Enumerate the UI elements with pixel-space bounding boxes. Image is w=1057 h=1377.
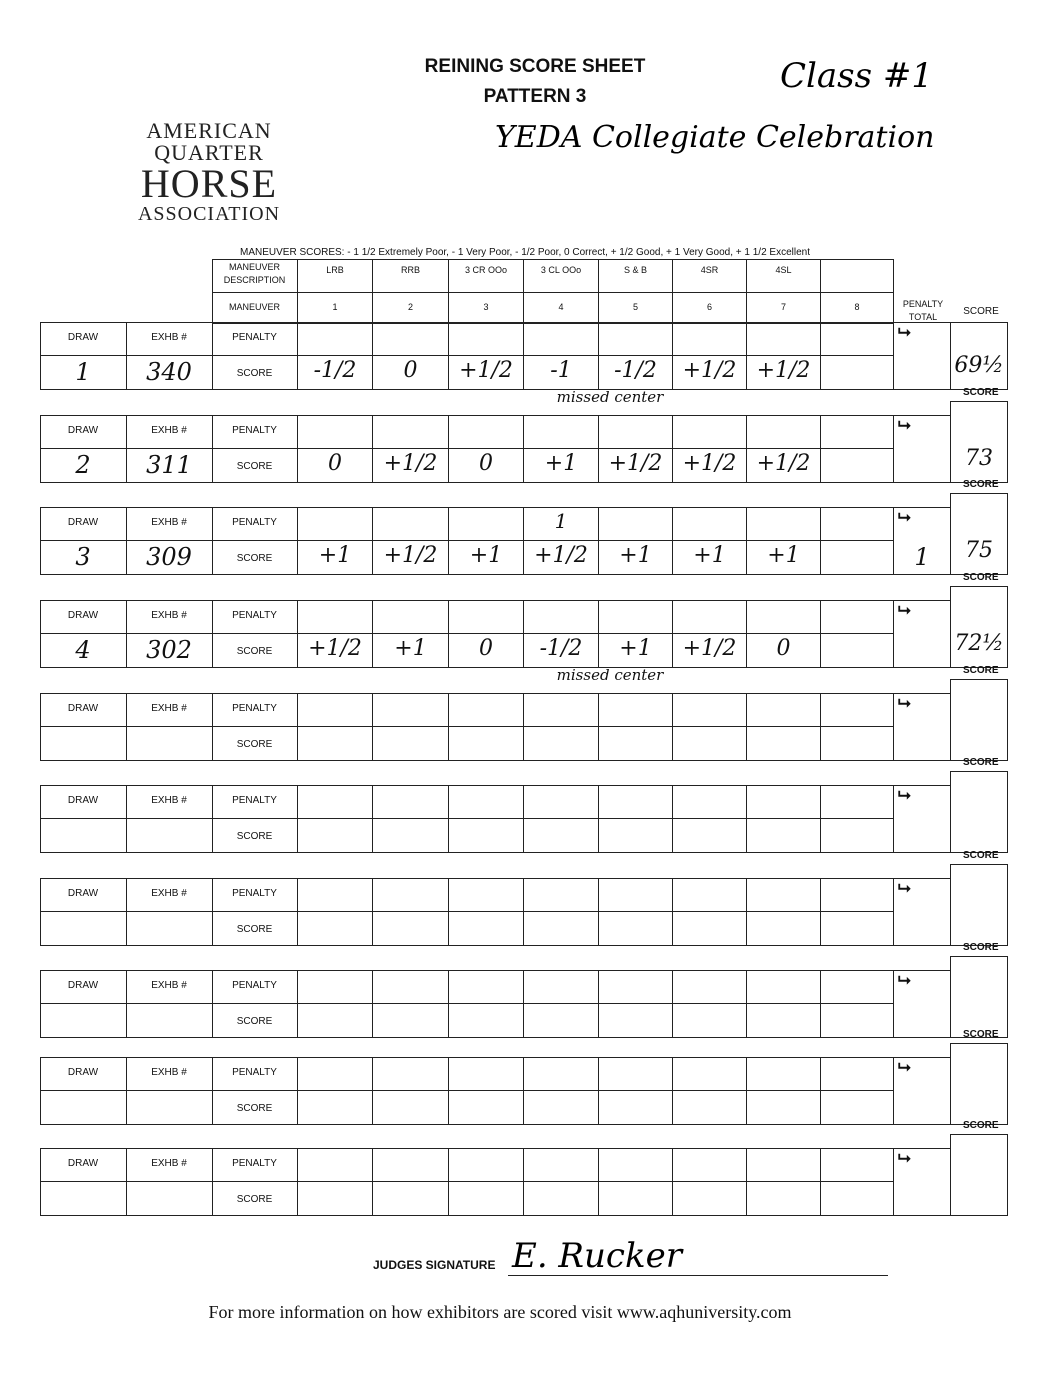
penalty-cell[interactable]: [297, 415, 373, 449]
penalty-cell[interactable]: [746, 970, 821, 1004]
penalty-cell[interactable]: [598, 693, 673, 727]
maneuver-score-cell[interactable]: [523, 911, 599, 946]
value-cell[interactable]: [40, 1003, 127, 1038]
maneuver-desc-4: 3 CL OOo: [540, 265, 582, 275]
penalty-cell[interactable]: [672, 1148, 747, 1182]
draw-label: DRAW: [67, 980, 99, 991]
penalty-label: PENALTY: [232, 332, 277, 343]
total-score-value: 69½: [954, 353, 1004, 378]
maneuver-score-cell[interactable]: [672, 726, 747, 761]
penalty-value: 1: [554, 509, 568, 533]
draw-value[interactable]: 3: [75, 543, 91, 571]
total-score-cell[interactable]: [950, 1043, 1008, 1125]
value-cell[interactable]: [40, 1181, 127, 1216]
penalty-cell[interactable]: [372, 600, 449, 634]
judge-signature: E. Rucker: [512, 1236, 682, 1276]
score-label: SCORE: [236, 924, 273, 935]
penalty-cell[interactable]: [820, 322, 894, 356]
arrow-icon: ⮡: [898, 1059, 911, 1076]
penalty-cell[interactable]: [672, 693, 747, 727]
score-heading: SCORE: [963, 1029, 999, 1040]
maneuver-score-cell[interactable]: [448, 1003, 524, 1038]
maneuver-score-value: 0: [328, 451, 342, 476]
maneuver-score-value: -1/2: [313, 358, 357, 383]
penalty-cell[interactable]: [820, 415, 894, 449]
maneuver-score-cell[interactable]: [820, 726, 894, 761]
maneuver-score-cell[interactable]: [523, 726, 599, 761]
penalty-cell[interactable]: [297, 507, 373, 541]
exhb-value[interactable]: 302: [146, 636, 192, 664]
maneuver-score-value: 0: [479, 636, 493, 661]
penalty-cell[interactable]: [746, 1057, 821, 1091]
value-cell[interactable]: [126, 818, 213, 853]
penalty-cell[interactable]: [672, 507, 747, 541]
penalty-cell[interactable]: [746, 415, 821, 449]
maneuver-score-value: +1: [619, 636, 652, 661]
maneuver-number-3: 3: [483, 302, 489, 312]
maneuver-score-value: +1: [693, 543, 726, 568]
penalty-cell[interactable]: [746, 600, 821, 634]
total-score-value: 75: [965, 538, 993, 563]
penalty-cell[interactable]: [372, 507, 449, 541]
penalty-cell[interactable]: [598, 507, 673, 541]
maneuver-score-cell[interactable]: [820, 1003, 894, 1038]
logo-line-3: HORSE: [140, 161, 278, 206]
penalty-cell[interactable]: [820, 970, 894, 1004]
maneuver-description-label: MANEUVER DESCRIPTION: [223, 262, 286, 285]
exhb-label: EXHB #: [151, 332, 187, 343]
penalty-cell[interactable]: [297, 1057, 373, 1091]
maneuver-score-value: -1/2: [614, 358, 657, 383]
maneuver-score-cell[interactable]: [672, 1181, 747, 1216]
maneuver-score-value: +1: [619, 543, 652, 568]
aqha-logo: [126, 120, 292, 224]
maneuver-score-cell[interactable]: [746, 1090, 821, 1125]
maneuver-desc-1: LRB: [326, 265, 344, 275]
penalty-label: PENALTY: [232, 425, 277, 436]
penalty-cell[interactable]: [372, 1148, 449, 1182]
maneuver-score-cell[interactable]: [523, 818, 599, 853]
maneuver-score-cell[interactable]: [820, 540, 894, 575]
penalty-cell[interactable]: [448, 415, 524, 449]
maneuver-score-value: +1: [318, 543, 352, 568]
maneuver-score-cell[interactable]: [746, 1003, 821, 1038]
penalty-cell[interactable]: [598, 1148, 673, 1182]
maneuver-desc-5: S & B: [623, 265, 647, 275]
penalty-cell[interactable]: [523, 970, 599, 1004]
exhb-label: EXHB #: [151, 610, 187, 621]
penalty-cell[interactable]: [820, 1148, 894, 1182]
penalty-cell[interactable]: [746, 507, 821, 541]
penalty-cell[interactable]: [820, 600, 894, 634]
maneuver-score-value: +1/2: [682, 451, 737, 476]
maneuver-desc-6: 4SR: [700, 265, 719, 275]
maneuver-score-cell[interactable]: [448, 1181, 524, 1216]
penalty-cell[interactable]: [523, 693, 599, 727]
total-score-value: 72½: [954, 631, 1004, 656]
draw-value[interactable]: 4: [75, 636, 91, 664]
maneuver-score-cell[interactable]: [672, 1003, 747, 1038]
pattern-title: PATTERN 3: [483, 86, 587, 107]
draw-label: DRAW: [67, 332, 99, 343]
penalty-cell[interactable]: [448, 322, 524, 356]
maneuver-score-cell[interactable]: [598, 1181, 673, 1216]
maneuver-score-value: 0: [776, 636, 791, 661]
draw-label: DRAW: [67, 517, 99, 528]
maneuver-score-value: +1/2: [608, 451, 663, 476]
penalty-cell[interactable]: [523, 1148, 599, 1182]
score-label: SCORE: [236, 1194, 273, 1205]
score-label: SCORE: [236, 1103, 273, 1114]
maneuver-score-cell[interactable]: [672, 911, 747, 946]
penalty-cell[interactable]: [672, 600, 747, 634]
arrow-icon: ⮡: [898, 602, 911, 619]
maneuver-score-cell[interactable]: [820, 911, 894, 946]
maneuver-score-value: 0: [479, 451, 493, 476]
penalty-cell[interactable]: [523, 785, 599, 819]
signature-label: JUDGES SIGNATURE: [373, 1258, 496, 1272]
maneuver-score-cell[interactable]: [372, 911, 449, 946]
score-heading: SCORE: [963, 1120, 999, 1131]
total-score-cell[interactable]: [950, 771, 1008, 853]
draw-label: DRAW: [67, 795, 99, 806]
exhb-label: EXHB #: [151, 425, 187, 436]
penalty-label: PENALTY: [232, 703, 277, 714]
penalty-label: PENALTY: [232, 795, 277, 806]
penalty-cell[interactable]: [372, 878, 449, 912]
penalty-cell[interactable]: [746, 1148, 821, 1182]
score-heading: SCORE: [963, 850, 999, 861]
maneuver-score-cell[interactable]: [820, 633, 894, 668]
maneuver-desc-3: 3 CR OOo: [464, 265, 507, 275]
penalty-cell[interactable]: [448, 878, 524, 912]
entry-note: missed center: [556, 388, 664, 406]
maneuver-score-value: +1: [469, 543, 503, 568]
maneuver-score-cell[interactable]: [746, 1181, 821, 1216]
maneuver-score-cell[interactable]: [297, 911, 373, 946]
maneuver-score-cell[interactable]: [820, 818, 894, 853]
maneuver-score-cell[interactable]: [523, 1090, 599, 1125]
penalty-cell[interactable]: [448, 693, 524, 727]
maneuver-score-cell[interactable]: [672, 818, 747, 853]
maneuver-score-cell[interactable]: [598, 1090, 673, 1125]
arrow-icon: ⮡: [898, 972, 911, 989]
maneuver-number-2: 2: [407, 302, 413, 312]
maneuver-number-1: 1: [332, 302, 338, 312]
arrow-icon: ⮡: [898, 1150, 911, 1167]
maneuver-score-value: +1: [544, 451, 578, 476]
maneuver-score-cell[interactable]: [372, 818, 449, 853]
exhb-label: EXHB #: [151, 795, 187, 806]
logo-line-4: ASSOCIATION: [137, 203, 281, 225]
maneuver-score-cell[interactable]: [820, 1090, 894, 1125]
penalty-cell[interactable]: [598, 600, 673, 634]
maneuver-score-cell[interactable]: [372, 1003, 449, 1038]
exhb-value[interactable]: 340: [146, 358, 192, 386]
penalty-cell[interactable]: [598, 785, 673, 819]
exhb-label: EXHB #: [151, 980, 187, 991]
maneuver-score-value: +1/2: [383, 543, 438, 568]
penalty-cell[interactable]: [598, 970, 673, 1004]
penalty-cell[interactable]: [297, 1148, 373, 1182]
value-cell[interactable]: [40, 1090, 127, 1125]
arrow-icon: ⮡: [898, 695, 911, 712]
draw-value[interactable]: 1: [75, 358, 91, 386]
penalty-cell[interactable]: [523, 878, 599, 912]
maneuver-score-value: +1/2: [459, 358, 513, 383]
score-label: SCORE: [236, 553, 273, 564]
maneuver-score-cell[interactable]: [746, 818, 821, 853]
penalty-label: PENALTY: [232, 1067, 277, 1078]
score-heading: SCORE: [963, 665, 999, 676]
arrow-icon: ⮡: [898, 509, 911, 526]
penalty-cell[interactable]: [598, 878, 673, 912]
penalty-total-value: 1: [914, 543, 930, 571]
exhb-label: EXHB #: [151, 517, 187, 528]
penalty-cell[interactable]: [372, 785, 449, 819]
maneuver-score-cell[interactable]: [598, 818, 673, 853]
maneuver-score-legend: MANEUVER SCORES: - 1 1/2 Extremely Poor, - 1 Very Poor, - 1/2 Poor, 0 Correct, + 1/2 Good, + 1 Very Good, + 1 1/2 Excellent: [240, 247, 810, 258]
penalty-cell[interactable]: [448, 1148, 524, 1182]
exhb-value[interactable]: 309: [146, 543, 192, 571]
maneuver-score-cell[interactable]: [448, 911, 524, 946]
score-header: SCORE: [963, 306, 999, 317]
maneuver-score-cell[interactable]: [598, 1003, 673, 1038]
maneuver-score-cell[interactable]: [297, 818, 373, 853]
value-cell[interactable]: [126, 911, 213, 946]
draw-label: DRAW: [67, 425, 99, 436]
score-label: SCORE: [236, 646, 273, 657]
total-score-cell[interactable]: [950, 956, 1008, 1038]
maneuver-score-cell[interactable]: [820, 355, 894, 390]
value-cell[interactable]: [126, 1090, 213, 1125]
maneuver-score-value: +1/2: [756, 451, 811, 476]
penalty-cell[interactable]: [523, 322, 599, 356]
draw-value[interactable]: 2: [75, 451, 91, 479]
arrow-icon: ⮡: [898, 324, 911, 341]
penalty-cell[interactable]: [448, 507, 524, 541]
penalty-cell[interactable]: [297, 693, 373, 727]
exhb-label: EXHB #: [151, 1158, 187, 1169]
maneuver-score-cell[interactable]: [746, 911, 821, 946]
maneuver-desc-7: 4SL: [775, 265, 792, 275]
penalty-cell[interactable]: [672, 970, 747, 1004]
maneuver-score-cell[interactable]: [297, 1181, 373, 1216]
penalty-cell[interactable]: [820, 785, 894, 819]
score-label: SCORE: [236, 831, 273, 842]
penalty-total-header: PENALTY TOTAL: [902, 299, 944, 322]
value-cell[interactable]: [126, 1181, 213, 1216]
penalty-cell[interactable]: [297, 878, 373, 912]
penalty-cell[interactable]: [672, 878, 747, 912]
maneuver-score-value: -1: [550, 358, 572, 383]
maneuver-number-6: 6: [706, 302, 712, 312]
maneuver-score-value: -1/2: [539, 636, 583, 661]
penalty-cell[interactable]: [598, 322, 673, 356]
maneuver-desc-2: RRB: [400, 265, 420, 275]
maneuver-score-cell[interactable]: [598, 726, 673, 761]
maneuver-score-cell[interactable]: [523, 1003, 599, 1038]
maneuver-score-cell[interactable]: [672, 1090, 747, 1125]
penalty-label: PENALTY: [232, 980, 277, 991]
score-label: SCORE: [236, 461, 273, 472]
draw-label: DRAW: [67, 1158, 99, 1169]
maneuver-score-value: +1/2: [534, 543, 588, 568]
maneuver-score-value: +1/2: [308, 636, 362, 661]
penalty-label: PENALTY: [232, 610, 277, 621]
penalty-label: PENALTY: [232, 888, 277, 899]
arrow-icon: ⮡: [898, 417, 911, 434]
maneuver-score-value: +1/2: [383, 451, 438, 476]
penalty-label: PENALTY: [232, 1158, 277, 1169]
logo-line-2: QUARTER: [154, 140, 264, 165]
arrow-icon: ⮡: [898, 787, 911, 804]
penalty-cell[interactable]: [448, 785, 524, 819]
maneuver-score-cell[interactable]: [297, 1090, 373, 1125]
penalty-cell[interactable]: [372, 970, 449, 1004]
maneuver-score-value: +1/2: [756, 358, 811, 383]
exhb-label: EXHB #: [151, 703, 187, 714]
maneuver-score-value: +1/2: [682, 636, 737, 661]
exhb-value[interactable]: 311: [146, 451, 192, 479]
maneuver-score-value: +1: [767, 543, 800, 568]
maneuver-score-cell[interactable]: [372, 726, 449, 761]
maneuver-score-cell[interactable]: [448, 818, 524, 853]
value-cell[interactable]: [40, 726, 127, 761]
maneuver-score-cell[interactable]: [297, 726, 373, 761]
maneuver-number-4: 4: [558, 302, 564, 312]
maneuver-score-value: +1: [394, 636, 427, 661]
value-cell[interactable]: [126, 1003, 213, 1038]
exhb-label: EXHB #: [151, 888, 187, 899]
maneuver-score-value: +1/2: [682, 358, 737, 383]
maneuver-label: MANEUVER: [228, 302, 280, 312]
class-note: Class #1: [780, 56, 933, 96]
score-heading: SCORE: [963, 479, 999, 490]
arrow-icon: ⮡: [898, 880, 911, 897]
penalty-cell[interactable]: [372, 1057, 449, 1091]
draw-label: DRAW: [67, 703, 99, 714]
penalty-cell[interactable]: [448, 970, 524, 1004]
penalty-cell[interactable]: [820, 693, 894, 727]
footer-info: For more information on how exhibitors are scored visit www.aqhuniversity.com: [208, 1302, 792, 1322]
maneuver-score-cell[interactable]: [523, 1181, 599, 1216]
draw-label: DRAW: [67, 1067, 99, 1078]
total-score-cell[interactable]: [950, 679, 1008, 761]
draw-label: DRAW: [67, 888, 99, 899]
penalty-cell[interactable]: [297, 785, 373, 819]
total-score-cell[interactable]: [950, 1134, 1008, 1216]
penalty-cell[interactable]: [598, 1057, 673, 1091]
penalty-cell[interactable]: [672, 785, 747, 819]
total-score-cell[interactable]: [950, 864, 1008, 946]
penalty-cell[interactable]: [448, 1057, 524, 1091]
entry-note: missed center: [556, 666, 664, 684]
penalty-cell[interactable]: [820, 1057, 894, 1091]
maneuver-number-7: 7: [780, 302, 786, 312]
penalty-cell[interactable]: [746, 322, 821, 356]
logo-line-1: AMERICAN: [146, 118, 272, 143]
penalty-cell[interactable]: [297, 600, 373, 634]
penalty-cell[interactable]: [820, 507, 894, 541]
maneuver-score-cell[interactable]: [598, 911, 673, 946]
maneuver-score-cell[interactable]: [448, 1090, 524, 1125]
draw-label: DRAW: [67, 610, 99, 621]
exhb-label: EXHB #: [151, 1067, 187, 1078]
maneuver-score-cell[interactable]: [372, 1090, 449, 1125]
penalty-cell[interactable]: [372, 693, 449, 727]
maneuver-score-cell[interactable]: [297, 1003, 373, 1038]
penalty-cell[interactable]: [523, 1057, 599, 1091]
total-score-value: 73: [965, 446, 993, 471]
maneuver-number-8: 8: [854, 302, 860, 312]
penalty-cell[interactable]: [297, 970, 373, 1004]
maneuver-score-cell[interactable]: [448, 726, 524, 761]
maneuver-number-5: 5: [632, 302, 638, 312]
maneuver-score-cell[interactable]: [372, 1181, 449, 1216]
maneuver-score-cell[interactable]: [746, 726, 821, 761]
event-note: YEDA Collegiate Celebration: [495, 120, 935, 155]
score-heading: SCORE: [963, 942, 999, 953]
value-cell[interactable]: [40, 818, 127, 853]
penalty-label: PENALTY: [232, 517, 277, 528]
penalty-cell[interactable]: [372, 322, 449, 356]
penalty-cell[interactable]: [820, 878, 894, 912]
penalty-cell[interactable]: [448, 600, 524, 634]
maneuver-score-cell[interactable]: [820, 1181, 894, 1216]
maneuver-score-cell[interactable]: [820, 448, 894, 483]
score-label: SCORE: [236, 368, 273, 379]
penalty-cell[interactable]: [672, 1057, 747, 1091]
penalty-cell[interactable]: [746, 878, 821, 912]
penalty-cell[interactable]: [523, 600, 599, 634]
penalty-cell[interactable]: [297, 322, 373, 356]
score-heading: SCORE: [963, 757, 999, 768]
value-cell[interactable]: [126, 726, 213, 761]
penalty-cell[interactable]: [372, 415, 449, 449]
penalty-cell[interactable]: [746, 693, 821, 727]
score-heading: SCORE: [963, 572, 999, 583]
value-cell[interactable]: [40, 911, 127, 946]
maneuver-score-value: 0: [403, 358, 418, 383]
penalty-cell[interactable]: [672, 322, 747, 356]
penalty-cell[interactable]: [746, 785, 821, 819]
penalty-cell[interactable]: [598, 415, 673, 449]
score-label: SCORE: [236, 1016, 273, 1027]
score-label: SCORE: [236, 739, 273, 750]
penalty-cell[interactable]: [672, 415, 747, 449]
penalty-cell[interactable]: [523, 415, 599, 449]
maneuver-desc-cell: [820, 259, 894, 293]
sheet-title: REINING SCORE SHEET: [424, 56, 646, 77]
score-heading: SCORE: [963, 387, 999, 398]
